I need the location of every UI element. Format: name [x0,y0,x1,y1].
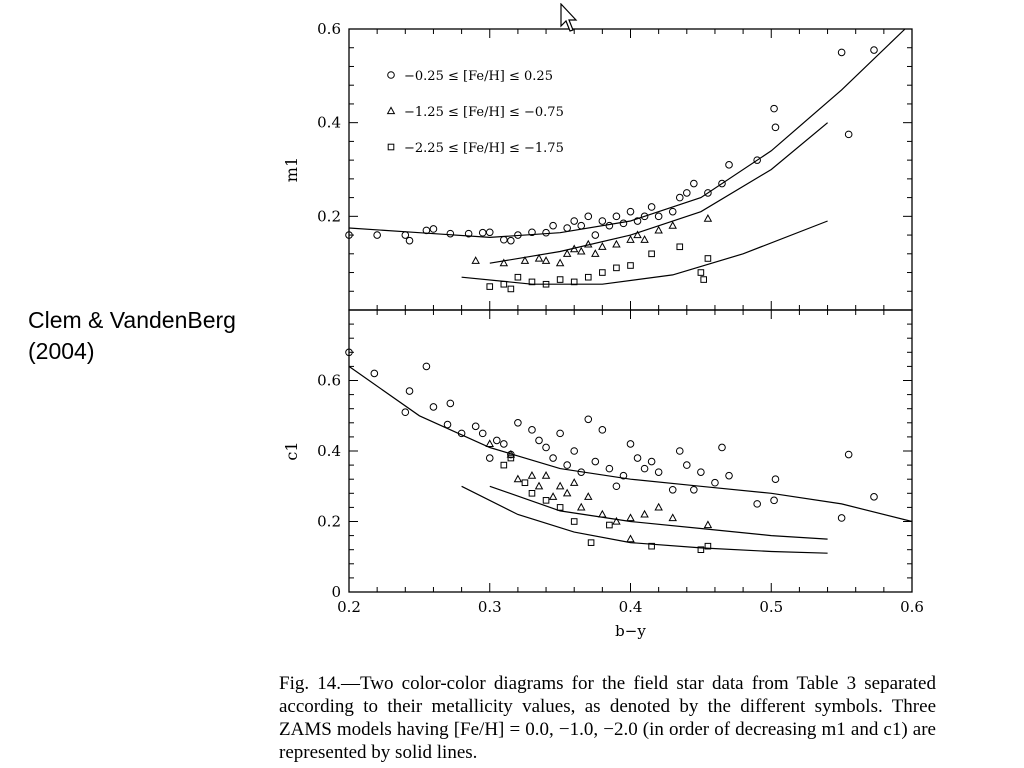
circle-point [486,455,493,462]
m1-panel [282,20,912,310]
square-point [705,256,711,262]
circle-point [571,218,578,225]
triangle-point [655,227,662,233]
square-point [698,270,704,276]
square-point [543,498,549,504]
circle-point [447,230,454,237]
circle-point [571,448,578,455]
square-point [487,284,493,290]
circle-point [669,486,676,493]
circle-point [515,420,522,427]
legend-triangle-marker [388,107,395,113]
y-tick-label: 0.4 [317,442,341,460]
circle-point [430,226,437,233]
circle-point [845,451,852,458]
y-axis-label: c1 [282,441,301,461]
c1-panel [282,310,924,640]
circle-point [669,208,676,215]
circle-point [564,225,571,232]
circle-point [620,220,627,227]
triangle-point [529,472,536,478]
circle-point [486,229,493,236]
x-tick-label: 0.5 [759,598,784,616]
citation-year: (2004) [28,338,95,364]
circle-point [655,469,662,476]
circle-point [627,208,634,215]
circle-point [564,462,571,469]
circle-point [648,458,655,465]
triangle-point [627,514,634,520]
square-point [522,480,528,486]
circle-point [543,229,550,236]
metallicity-legend [388,69,564,156]
triangle-point [578,248,585,254]
circle-point [606,465,613,472]
triangle-point [599,511,606,517]
circle-point [493,437,500,444]
circle-point [613,213,620,220]
circle-point [698,469,705,476]
circle-point [430,404,437,411]
circle-point [634,455,641,462]
triangle-point [627,236,634,242]
triangle-point [557,260,564,266]
circle-point [726,162,733,169]
triangle-point [641,236,648,242]
legend-entry-label: −0.25 ≤ [Fe/H] ≤ 0.25 [404,69,553,84]
circle-point [536,437,543,444]
triangle-point [515,476,522,482]
circle-point [402,409,409,416]
triangle-point [578,504,585,510]
triangle-point [472,257,479,263]
circle-point [771,105,778,112]
square-point [614,265,620,271]
triangle-point [571,479,578,485]
circle-point [543,444,550,451]
square-point [588,540,594,546]
legend-circle-marker [388,72,395,79]
triangle-point [627,536,634,542]
legend-entry-label: −2.25 ≤ [Fe/H] ≤ −1.75 [404,141,564,156]
circle-point [501,441,508,448]
circle-point [479,430,486,437]
circle-point [585,416,592,423]
legend-square-marker [388,144,394,150]
square-point [628,263,634,269]
circle-point [374,232,381,239]
y-tick-label: 0.4 [317,113,341,132]
circle-point [772,476,779,483]
square-point [607,522,613,528]
circle-point [684,462,691,469]
circle-point [676,194,683,201]
x-tick-label: 0.2 [337,598,361,616]
triangle-point [655,504,662,510]
circle-point [423,363,430,370]
circle-point [676,448,683,455]
circle-point [648,204,655,211]
square-point [508,286,514,292]
citation-authors: Clem & VandenBerg [28,307,236,333]
triangle-point [585,493,592,499]
circle-point [627,441,634,448]
square-point [515,274,521,280]
x-tick-label: 0.6 [900,598,924,616]
circle-point [444,421,451,428]
triangle-point [564,490,571,496]
plot-frame [349,310,912,592]
circle-point [578,222,585,229]
zams-model-line [462,486,828,553]
circle-point [613,483,620,490]
triangle-point [486,440,493,446]
circle-point [550,455,557,462]
square-point [571,519,577,525]
circle-point [726,472,733,479]
y-tick-label: 0.6 [317,371,341,390]
triangle-point [592,250,599,256]
circle-point [771,497,778,504]
circle-point [606,222,613,229]
square-point [529,491,535,497]
circle-point [592,458,599,465]
circle-point [508,237,515,244]
circle-point [838,49,845,56]
x-tick-label: 0.3 [477,598,502,616]
circle-point [371,370,378,377]
y-axis-label: m1 [282,156,301,183]
circle-point [754,501,761,508]
y-tick-label: 0.2 [317,207,341,226]
y-tick-label: 0.6 [317,20,341,38]
circle-point [550,222,557,229]
circle-point [402,232,409,239]
circle-point [772,124,779,131]
triangle-point [613,241,620,247]
figure-caption [279,672,936,764]
triangle-point [599,243,606,249]
triangle-point [669,222,676,228]
square-point [557,277,563,283]
circle-point [447,400,454,407]
triangle-point [705,521,712,527]
circle-point [691,486,698,493]
square-point [557,505,563,511]
triangle-point [536,483,543,489]
zams-model-line [349,366,912,521]
square-point [501,462,507,468]
circle-point [406,388,413,395]
square-point [649,251,655,257]
triangle-point [543,257,550,263]
square-point [585,274,591,280]
circle-point [871,47,878,54]
circle-point [472,423,479,430]
zams-model-line [349,29,905,237]
circle-point [529,427,536,434]
circle-point [599,427,606,434]
y-tick-label: 0 [331,583,341,601]
circle-point [845,131,852,138]
triangle-point [550,493,557,499]
square-point [701,277,707,283]
circle-point [655,213,662,220]
square-point [600,270,606,276]
circle-point [684,190,691,197]
mouse-pointer-icon [560,3,580,33]
square-point [501,281,507,287]
triangle-point [705,215,712,221]
circle-point [838,515,845,522]
triangle-point [543,472,550,478]
circle-point [557,430,564,437]
y-tick-label: 0.2 [317,512,341,531]
triangle-point [557,483,564,489]
circle-point [592,232,599,239]
caption-text: Fig. 14.—Two color-color diagrams for the field star data from Table 3 separated according to their metallicity values, as denoted by the different symbols. Three ZAMS models having [Fe/H] = 0.0, −1.0, −2.0 (in order of decreasing m1 and c1) are represented by solid lines. [279,673,936,763]
circle-point [501,236,508,243]
circle-point [479,229,486,236]
legend-entry-label: −1.25 ≤ [Fe/H] ≤ −0.75 [404,105,564,120]
circle-point [712,479,719,486]
triangle-point [564,250,571,256]
triangle-point [641,511,648,517]
x-tick-label: 0.4 [618,598,643,616]
circle-point [406,237,413,244]
circle-point [691,180,698,187]
circle-point [599,218,606,225]
square-point [677,244,683,250]
circle-point [585,213,592,220]
triangle-point [669,514,676,520]
circle-point [719,444,726,451]
circle-point [641,465,648,472]
x-axis-label: b−y [615,622,646,640]
circle-point [871,494,878,501]
